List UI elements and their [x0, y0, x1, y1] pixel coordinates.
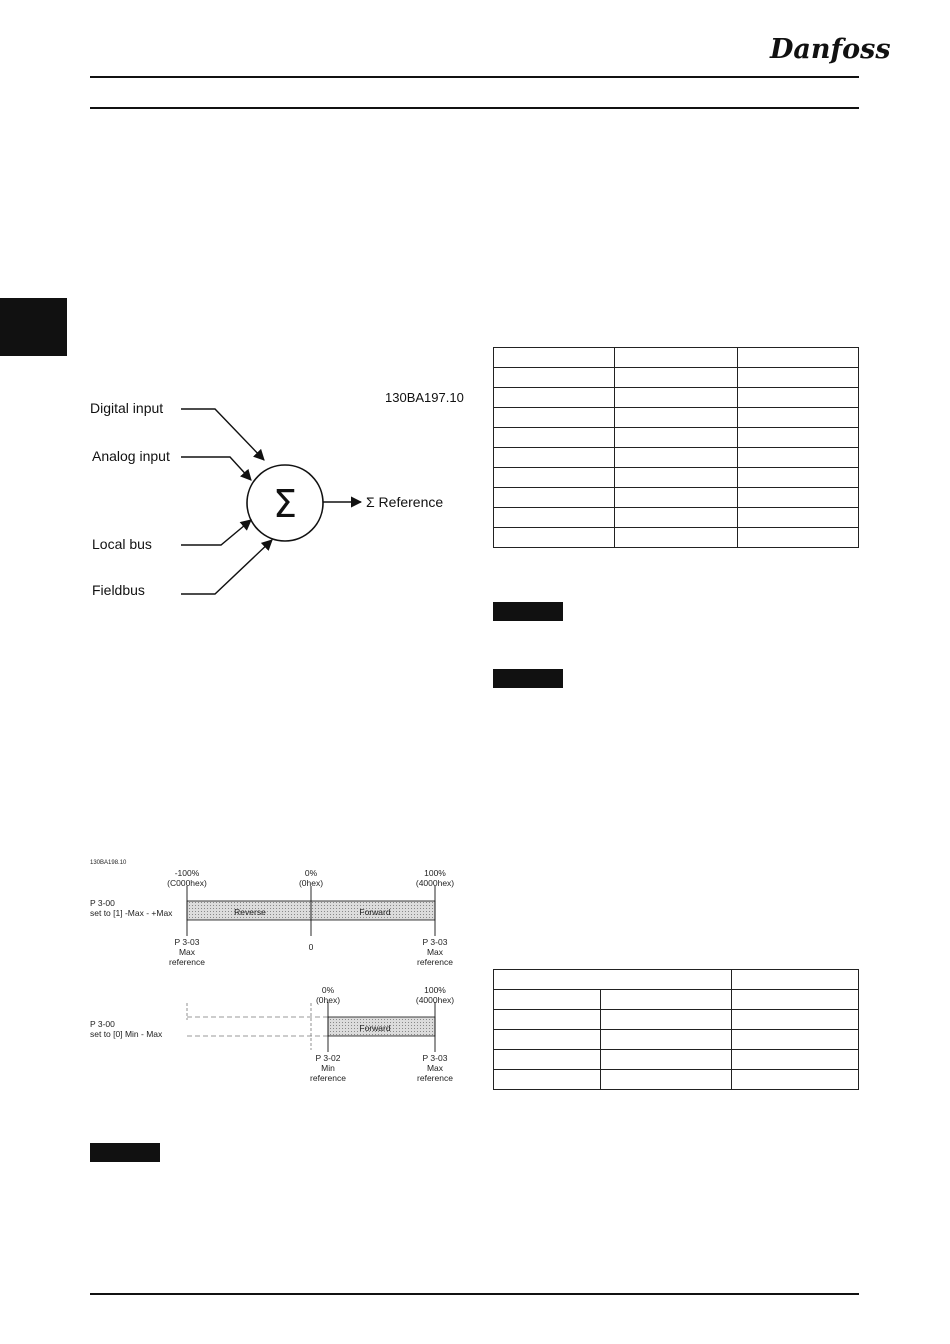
- reverse-label: Reverse: [234, 907, 266, 917]
- input-digital-label: Digital input: [90, 400, 164, 416]
- input-fieldbus-label: Fieldbus: [92, 582, 145, 598]
- table-row: [494, 428, 859, 448]
- upper-right-pct: 100%: [424, 868, 446, 878]
- table-row: [494, 1050, 859, 1070]
- figure-id: 130BA197.10: [385, 390, 464, 405]
- upper-mode-line2: set to [1] -Max - +Max: [90, 908, 173, 918]
- lower-right-param-2: Max: [426, 1063, 444, 1073]
- upper-right-hex: (4000hex): [415, 878, 455, 888]
- upper-mid-pct: 0%: [304, 868, 318, 878]
- lower-right-param: P 3-03: [422, 1053, 448, 1063]
- header-rule-top: [90, 76, 859, 78]
- min-param-3: reference: [310, 1073, 346, 1083]
- lower-mode-line1: P 3-00: [90, 1019, 115, 1029]
- lower-right-param-3: reference: [417, 1073, 453, 1083]
- table-row: [494, 488, 859, 508]
- upper-forward-label: Forward: [359, 907, 391, 917]
- range-figure-id: 130BA198.10: [90, 860, 127, 866]
- note-box-right-2: [493, 669, 563, 688]
- logo-text: Danfoss: [770, 34, 891, 65]
- table-lower-right: [493, 969, 859, 1090]
- lower-mode-line2: set to [0] Min - Max: [90, 1029, 163, 1039]
- table-row: [494, 448, 859, 468]
- input-analog-label: Analog input: [92, 448, 170, 464]
- upper-zero-label: 0: [308, 942, 314, 952]
- min-param-2: Min: [321, 1063, 335, 1073]
- table-row: [494, 990, 859, 1010]
- upper-mode-line1: P 3-00: [90, 898, 115, 908]
- chapter-tab: [0, 298, 67, 356]
- table-row: [494, 468, 859, 488]
- min-param: P 3-02: [315, 1053, 341, 1063]
- note-box-right-1: [493, 602, 563, 621]
- output-reference-label: Σ Reference: [366, 494, 444, 510]
- lower-right-pct: 100%: [424, 985, 446, 995]
- footer-rule: [90, 1293, 859, 1295]
- table-row: [494, 1030, 859, 1050]
- header-rule-bottom: [90, 107, 859, 109]
- upper-right-param-3: reference: [417, 957, 453, 967]
- upper-left-param-3: reference: [169, 957, 205, 967]
- table-row: [494, 1070, 859, 1090]
- lower-mid-hex: (0hex): [315, 995, 341, 1005]
- table-upper-right: [493, 347, 859, 548]
- input-localbus-label: Local bus: [92, 536, 152, 552]
- danfoss-logo: [768, 28, 891, 68]
- table-row: [494, 388, 859, 408]
- table-row: [494, 348, 859, 368]
- table-row: [494, 970, 859, 990]
- upper-left-pct: -100%: [174, 868, 200, 878]
- upper-left-param: P 3-03: [174, 937, 200, 947]
- table-row: [494, 508, 859, 528]
- upper-right-param: P 3-03: [422, 937, 448, 947]
- table-row: [494, 368, 859, 388]
- upper-mid-hex: (0hex): [298, 878, 324, 888]
- upper-left-hex: (C000hex): [167, 878, 207, 888]
- lower-right-hex: (4000hex): [415, 995, 455, 1005]
- upper-right-param-2: Max: [426, 947, 444, 957]
- table-row: [494, 1010, 859, 1030]
- note-box-left: [90, 1143, 160, 1162]
- lower-forward-label: Forward: [359, 1023, 391, 1033]
- table-row: [494, 408, 859, 428]
- lower-mid-pct: 0%: [321, 985, 335, 995]
- sum-diagram-lines: [175, 400, 370, 600]
- upper-left-param-2: Max: [178, 947, 196, 957]
- sum-symbol: Σ: [272, 482, 298, 526]
- table-row: [494, 528, 859, 548]
